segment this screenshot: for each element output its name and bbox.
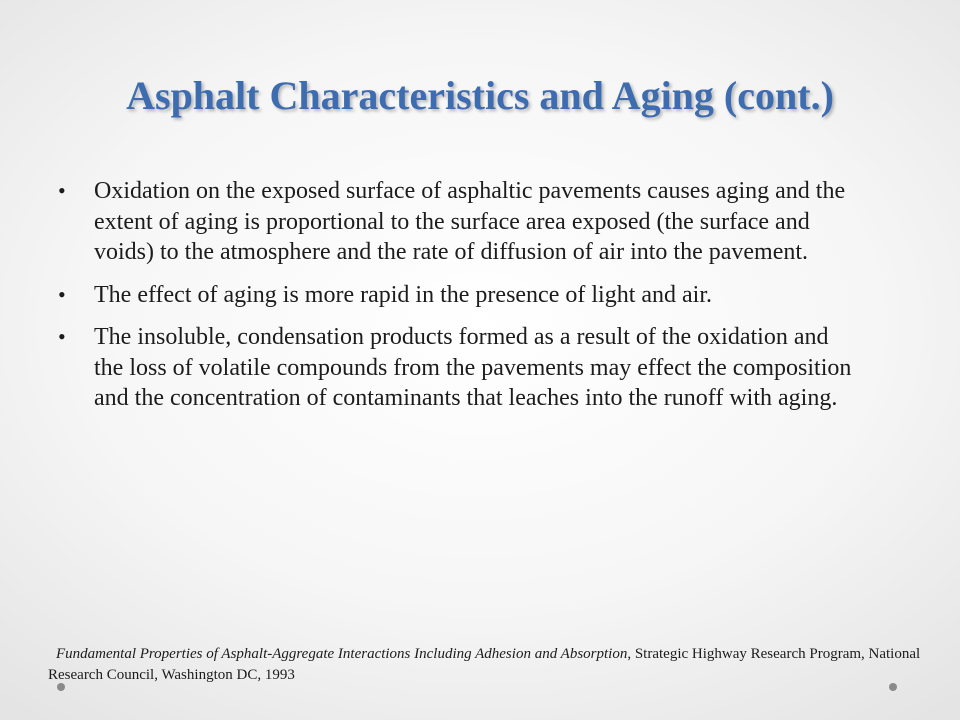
bullet-text-1: Oxidation on the exposed surface of asphaltic pavements causes aging and the extent of aging is proportional to the surface area exposed (the surface and voids) to the atmosphere and the rate of diffusion of air into the pavement.	[94, 178, 846, 265]
corner-dot-right-icon	[889, 683, 897, 691]
citation-title: Fundamental Properties of Asphalt-Aggregate Interactions Including Adhesion and Absorption	[56, 646, 628, 662]
bullet-dot-icon: •	[58, 178, 66, 203]
bullet-item-1	[58, 176, 858, 268]
bullet-dot-icon: •	[58, 281, 66, 307]
citation	[48, 644, 928, 686]
bullet-text-2: The effect of aging is more rapid in the presence of light and air.	[94, 281, 712, 308]
bullet-dot-icon: •	[58, 324, 66, 349]
bullet-list	[58, 176, 858, 426]
citation-details: , Strategic Highway Research Program, National Research Council, Washington DC, 1993	[48, 646, 921, 683]
slide-title: Asphalt Characteristics and Aging (cont.)	[126, 73, 834, 118]
bullet-text-3: The insoluble, condensation products formed as a result of the oxidation and the loss of volatile compounds from the pavements may effect the composition and the concentration of contaminants that leaches into the runoff with aging.	[94, 324, 852, 411]
corner-dot-left-icon	[57, 683, 65, 691]
bullet-item-3	[58, 322, 858, 414]
bullet-item-2	[58, 280, 858, 311]
